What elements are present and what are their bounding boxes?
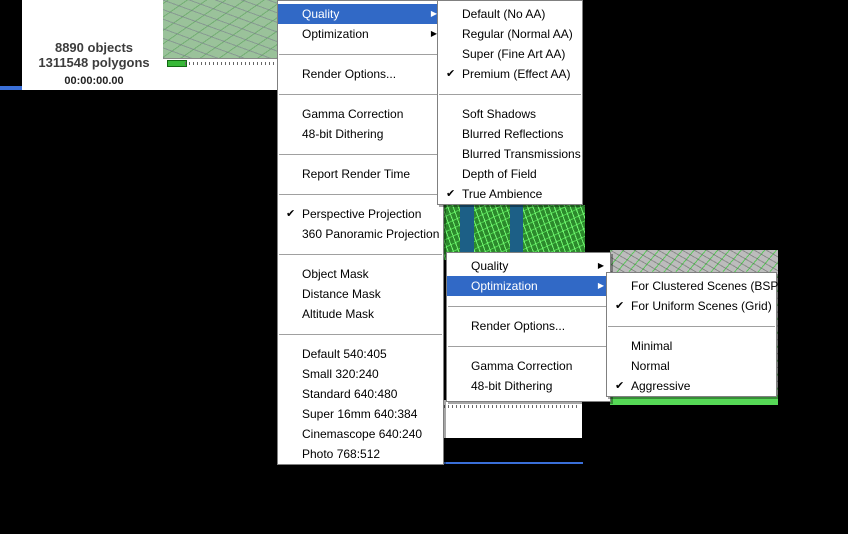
menu-separator <box>278 324 443 344</box>
menu-item-label: Optimization <box>471 279 538 293</box>
menu-item-label: Quality <box>302 7 340 21</box>
menu-item-perspective-projection[interactable] <box>278 204 443 224</box>
menu-item-label: Premium (Effect AA) <box>462 67 571 81</box>
check-icon: ✔ <box>446 68 456 80</box>
menu-item-report-render-time[interactable]: Report Render Time <box>302 167 411 181</box>
menu-item-super-aa[interactable]: Super (Fine Art AA) <box>462 47 566 61</box>
window-edge-line <box>440 462 583 464</box>
polygon-count: 1311548 polygons <box>38 55 150 70</box>
menu-item-small-size[interactable]: Small 320:240 <box>302 367 379 381</box>
menu-item-blurred-reflections[interactable]: Blurred Reflections <box>462 127 564 141</box>
menu-separator <box>447 296 610 316</box>
menu-item-optimization[interactable] <box>278 24 443 44</box>
menu-item-panoramic-projection[interactable]: 360 Panoramic Projection <box>302 227 440 241</box>
check-icon: ✔ <box>615 300 625 312</box>
submenu-arrow-icon: ▶ <box>430 9 437 18</box>
menu-item-gamma-correction[interactable]: Gamma Correction <box>302 107 404 121</box>
submenu-arrow-icon: ▶ <box>430 29 437 38</box>
menu-item-48bit-dithering[interactable]: 48-bit Dithering <box>302 127 384 141</box>
menu-item-quality[interactable] <box>447 256 610 276</box>
render-progress-bar <box>163 58 278 69</box>
menu-item-cinemascope-size[interactable]: Cinemascope 640:240 <box>302 427 423 441</box>
menu-separator <box>607 316 776 336</box>
menu-separator <box>278 184 443 204</box>
menu-item-gamma-correction[interactable]: Gamma Correction <box>471 359 573 373</box>
menu-item-true-ambience[interactable] <box>438 184 582 204</box>
menu-item-render-options[interactable]: Render Options... <box>302 67 397 81</box>
menu-separator <box>278 84 443 104</box>
menu-item-48bit-dithering[interactable]: 48-bit Dithering <box>471 379 553 393</box>
render-preview-thumbnail <box>163 0 278 58</box>
menu-item-label: Perspective Projection <box>302 207 422 221</box>
optimization-submenu <box>606 272 783 397</box>
menu-item-label: Optimization <box>302 27 369 41</box>
check-icon: ✔ <box>615 380 625 392</box>
menu-item-label: True Ambience <box>462 187 543 201</box>
menu-item-depth-of-field[interactable]: Depth of Field <box>462 167 537 181</box>
menu-item-standard-size[interactable]: Standard 640:480 <box>302 387 398 401</box>
menu-item-aggressive[interactable] <box>607 376 776 396</box>
menu-item-optimization[interactable] <box>447 276 610 296</box>
menu-item-quality[interactable] <box>278 4 443 24</box>
render-menu-secondary <box>446 252 611 402</box>
menu-item-premium-aa[interactable] <box>438 64 582 84</box>
menu-item-label: For Uniform Scenes (Grid) <box>631 299 772 313</box>
menu-item-clustered-scenes[interactable]: For Clustered Scenes (BSP) <box>631 279 783 293</box>
check-icon: ✔ <box>446 188 456 200</box>
menu-item-photo-size[interactable]: Photo 768:512 <box>302 447 381 461</box>
menu-item-default-size[interactable]: Default 540:405 <box>302 347 387 361</box>
render-menu <box>277 0 444 465</box>
menu-separator <box>278 244 443 264</box>
menu-item-altitude-mask[interactable]: Altitude Mask <box>302 307 375 321</box>
object-count: 8890 objects <box>54 40 134 55</box>
menu-item-label: Quality <box>471 259 509 273</box>
menu-item-object-mask[interactable]: Object Mask <box>302 267 369 281</box>
window-edge-bar <box>0 86 22 90</box>
menu-item-minimal[interactable]: Minimal <box>631 339 673 353</box>
menu-item-render-options[interactable]: Render Options... <box>471 319 566 333</box>
menu-item-uniform-scenes[interactable] <box>607 296 776 316</box>
menu-separator <box>438 84 582 104</box>
menu-item-super16-size[interactable]: Super 16mm 640:384 <box>302 407 418 421</box>
progress-ticks <box>444 405 578 408</box>
submenu-arrow-icon: ▶ <box>597 281 604 290</box>
menu-separator <box>447 336 610 356</box>
menu-item-regular-aa[interactable]: Regular (Normal AA) <box>462 27 573 41</box>
menu-separator <box>278 44 443 64</box>
lower-progress-strip <box>440 400 582 438</box>
menu-separator <box>278 144 443 164</box>
menu-item-soft-shadows[interactable]: Soft Shadows <box>462 107 537 121</box>
menu-item-default-aa[interactable]: Default (No AA) <box>462 7 546 21</box>
progress-ticks <box>185 62 278 65</box>
menu-item-label: Aggressive <box>631 379 691 393</box>
check-icon: ✔ <box>286 208 296 220</box>
progress-indicator <box>167 60 187 67</box>
render-time: 00:00:00.00 <box>64 75 124 87</box>
submenu-arrow-icon: ▶ <box>597 261 604 270</box>
quality-submenu <box>437 0 583 205</box>
menu-item-distance-mask[interactable]: Distance Mask <box>302 287 381 301</box>
menu-item-blurred-transmissions[interactable]: Blurred Transmissions <box>462 147 581 161</box>
menu-item-normal[interactable]: Normal <box>631 359 670 373</box>
